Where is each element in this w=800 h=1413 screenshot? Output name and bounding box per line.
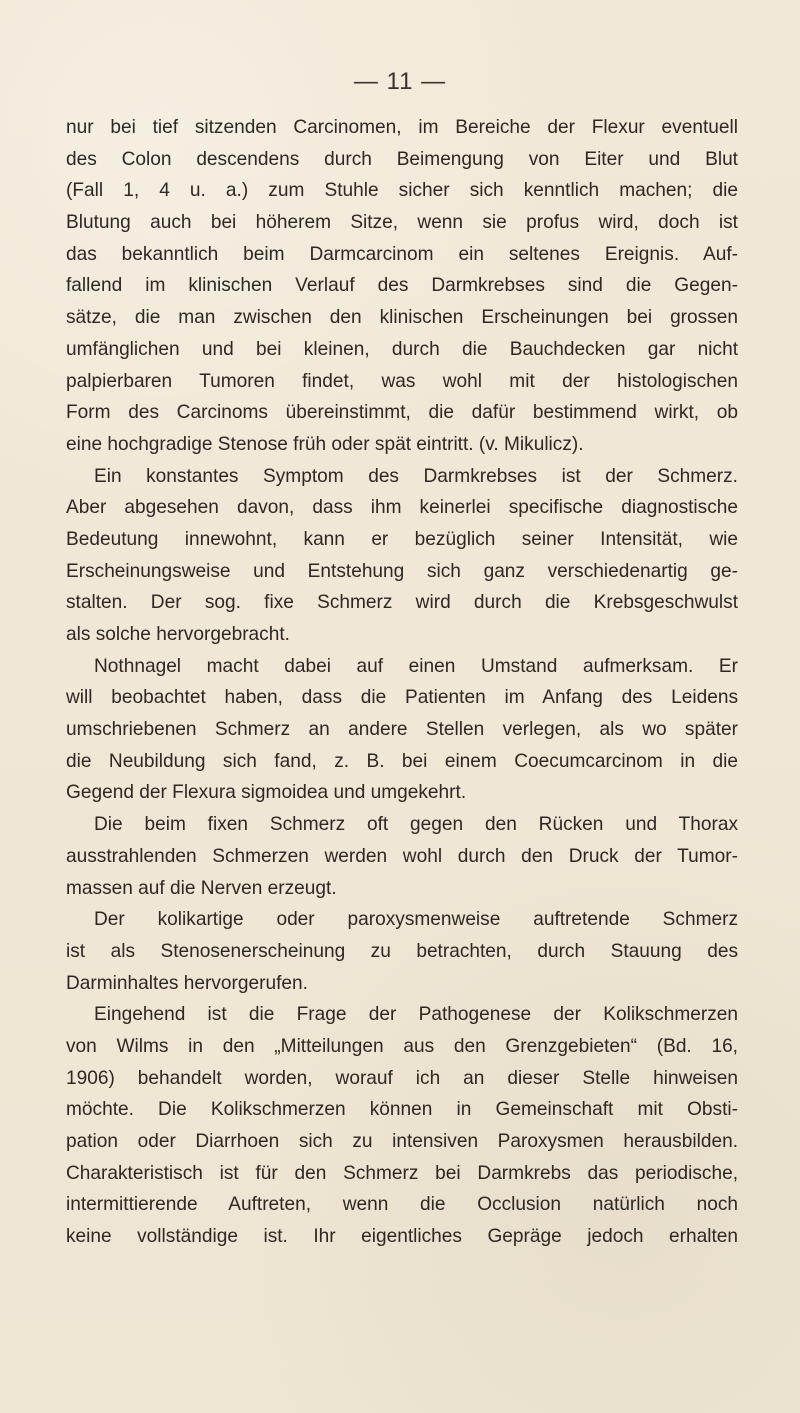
text-line: Blutung auch bei höherem Sitze, wenn sie profus wird, doch ist [66, 212, 738, 234]
text-line: das bekanntlich beim Darmcarcinom ein seltenes Ereignis. Auf- [66, 243, 738, 265]
text-line: Der kolikartige oder paroxysmenweise auftretende Schmerz [94, 909, 738, 931]
text-line: intermittierende Auftreten, wenn die Occlusion natürlich noch [66, 1194, 738, 1216]
text-line: Aber abgesehen davon, dass ihm keinerlei specifische diagnostische [66, 497, 738, 519]
text-line: möchte. Die Kolikschmerzen können in Gemeinschaft mit Obsti- [66, 1099, 738, 1121]
text-line: keine vollständige ist. Ihr eigentliches Gepräge jedoch erhalten [66, 1226, 738, 1248]
text-line: 1906) behandelt worden, worauf ich an dieser Stelle hinweisen [66, 1067, 738, 1089]
text-line: fallend im klinischen Verlauf des Darmkrebses sind die Gegen- [66, 275, 738, 297]
text-line: die Neubildung sich fand, z. B. bei einem Coecumcarcinom in die [66, 750, 738, 772]
text-line: von Wilms in den „Mitteilungen aus den Grenzgebieten“ (Bd. 16, [66, 1035, 738, 1057]
text-line: Darminhaltes hervorgerufen. [66, 972, 308, 994]
text-line: eine hochgradige Stenose früh oder spät eintritt. (v. Mikulicz). [66, 433, 584, 455]
text-line: umfänglichen und bei kleinen, durch die Bauchdecken gar nicht [66, 338, 738, 360]
text-line: Gegend der Flexura sigmoidea und umgekehrt. [66, 782, 467, 804]
text-line: Bedeutung innewohnt, kann er bezüglich seiner Intensität, wie [66, 528, 738, 550]
text-line: Eingehend ist die Frage der Pathogenese der Kolikschmerzen [94, 1004, 738, 1026]
text-line: palpierbaren Tumoren findet, was wohl mit der histologischen [66, 370, 738, 392]
text-line: als solche hervorgebracht. [66, 624, 290, 645]
text-line: Ein konstantes Symptom des Darmkrebses ist der Schmerz. [94, 465, 738, 487]
text-line: des Colon descendens durch Beimengung von Eiter und Blut [66, 148, 738, 170]
text-line: pation oder Diarrhoen sich zu intensiven Paroxysmen herausbilden. [66, 1131, 738, 1152]
text-line: Charakteristisch ist für den Schmerz bei Darmkrebs das periodische, [66, 1162, 738, 1184]
text-line: will beobachtet haben, dass die Patienten im Anfang des Leidens [66, 687, 738, 709]
text-line: nur bei tief sitzenden Carcinomen, im Bereiche der Flexur eventuell [66, 117, 738, 138]
text-line: sätze, die man zwischen den klinischen Erscheinungen bei grossen [66, 307, 738, 329]
page-number: — 11 — [353, 68, 447, 95]
text-line: (Fall 1, 4 u. a.) zum Stuhle sicher sich kenntlich machen; die [66, 180, 738, 202]
text-line: ist als Stenosenerscheinung zu betrachten, durch Stauung des [66, 940, 738, 962]
text-line: stalten. Der sog. fixe Schmerz wird durch die Krebsgeschwulst [66, 592, 738, 614]
text-line: Erscheinungsweise und Entstehung sich ganz verschiedenartig ge- [66, 560, 738, 582]
text-line: Nothnagel macht dabei auf einen Umstand aufmerksam. Er [94, 655, 738, 677]
text-line: Die beim fixen Schmerz oft gegen den Rücken und Thorax [94, 814, 738, 836]
text-line: massen auf die Nerven erzeugt. [66, 877, 337, 899]
body-text [66, 112, 738, 1253]
text-line: Form des Carcinoms übereinstimmt, die dafür bestimmend wirkt, ob [66, 402, 738, 424]
text-line: umschriebenen Schmerz an andere Stellen verlegen, als wo später [66, 719, 738, 741]
text-line: ausstrahlenden Schmerzen werden wohl durch den Druck der Tumor- [66, 845, 738, 867]
